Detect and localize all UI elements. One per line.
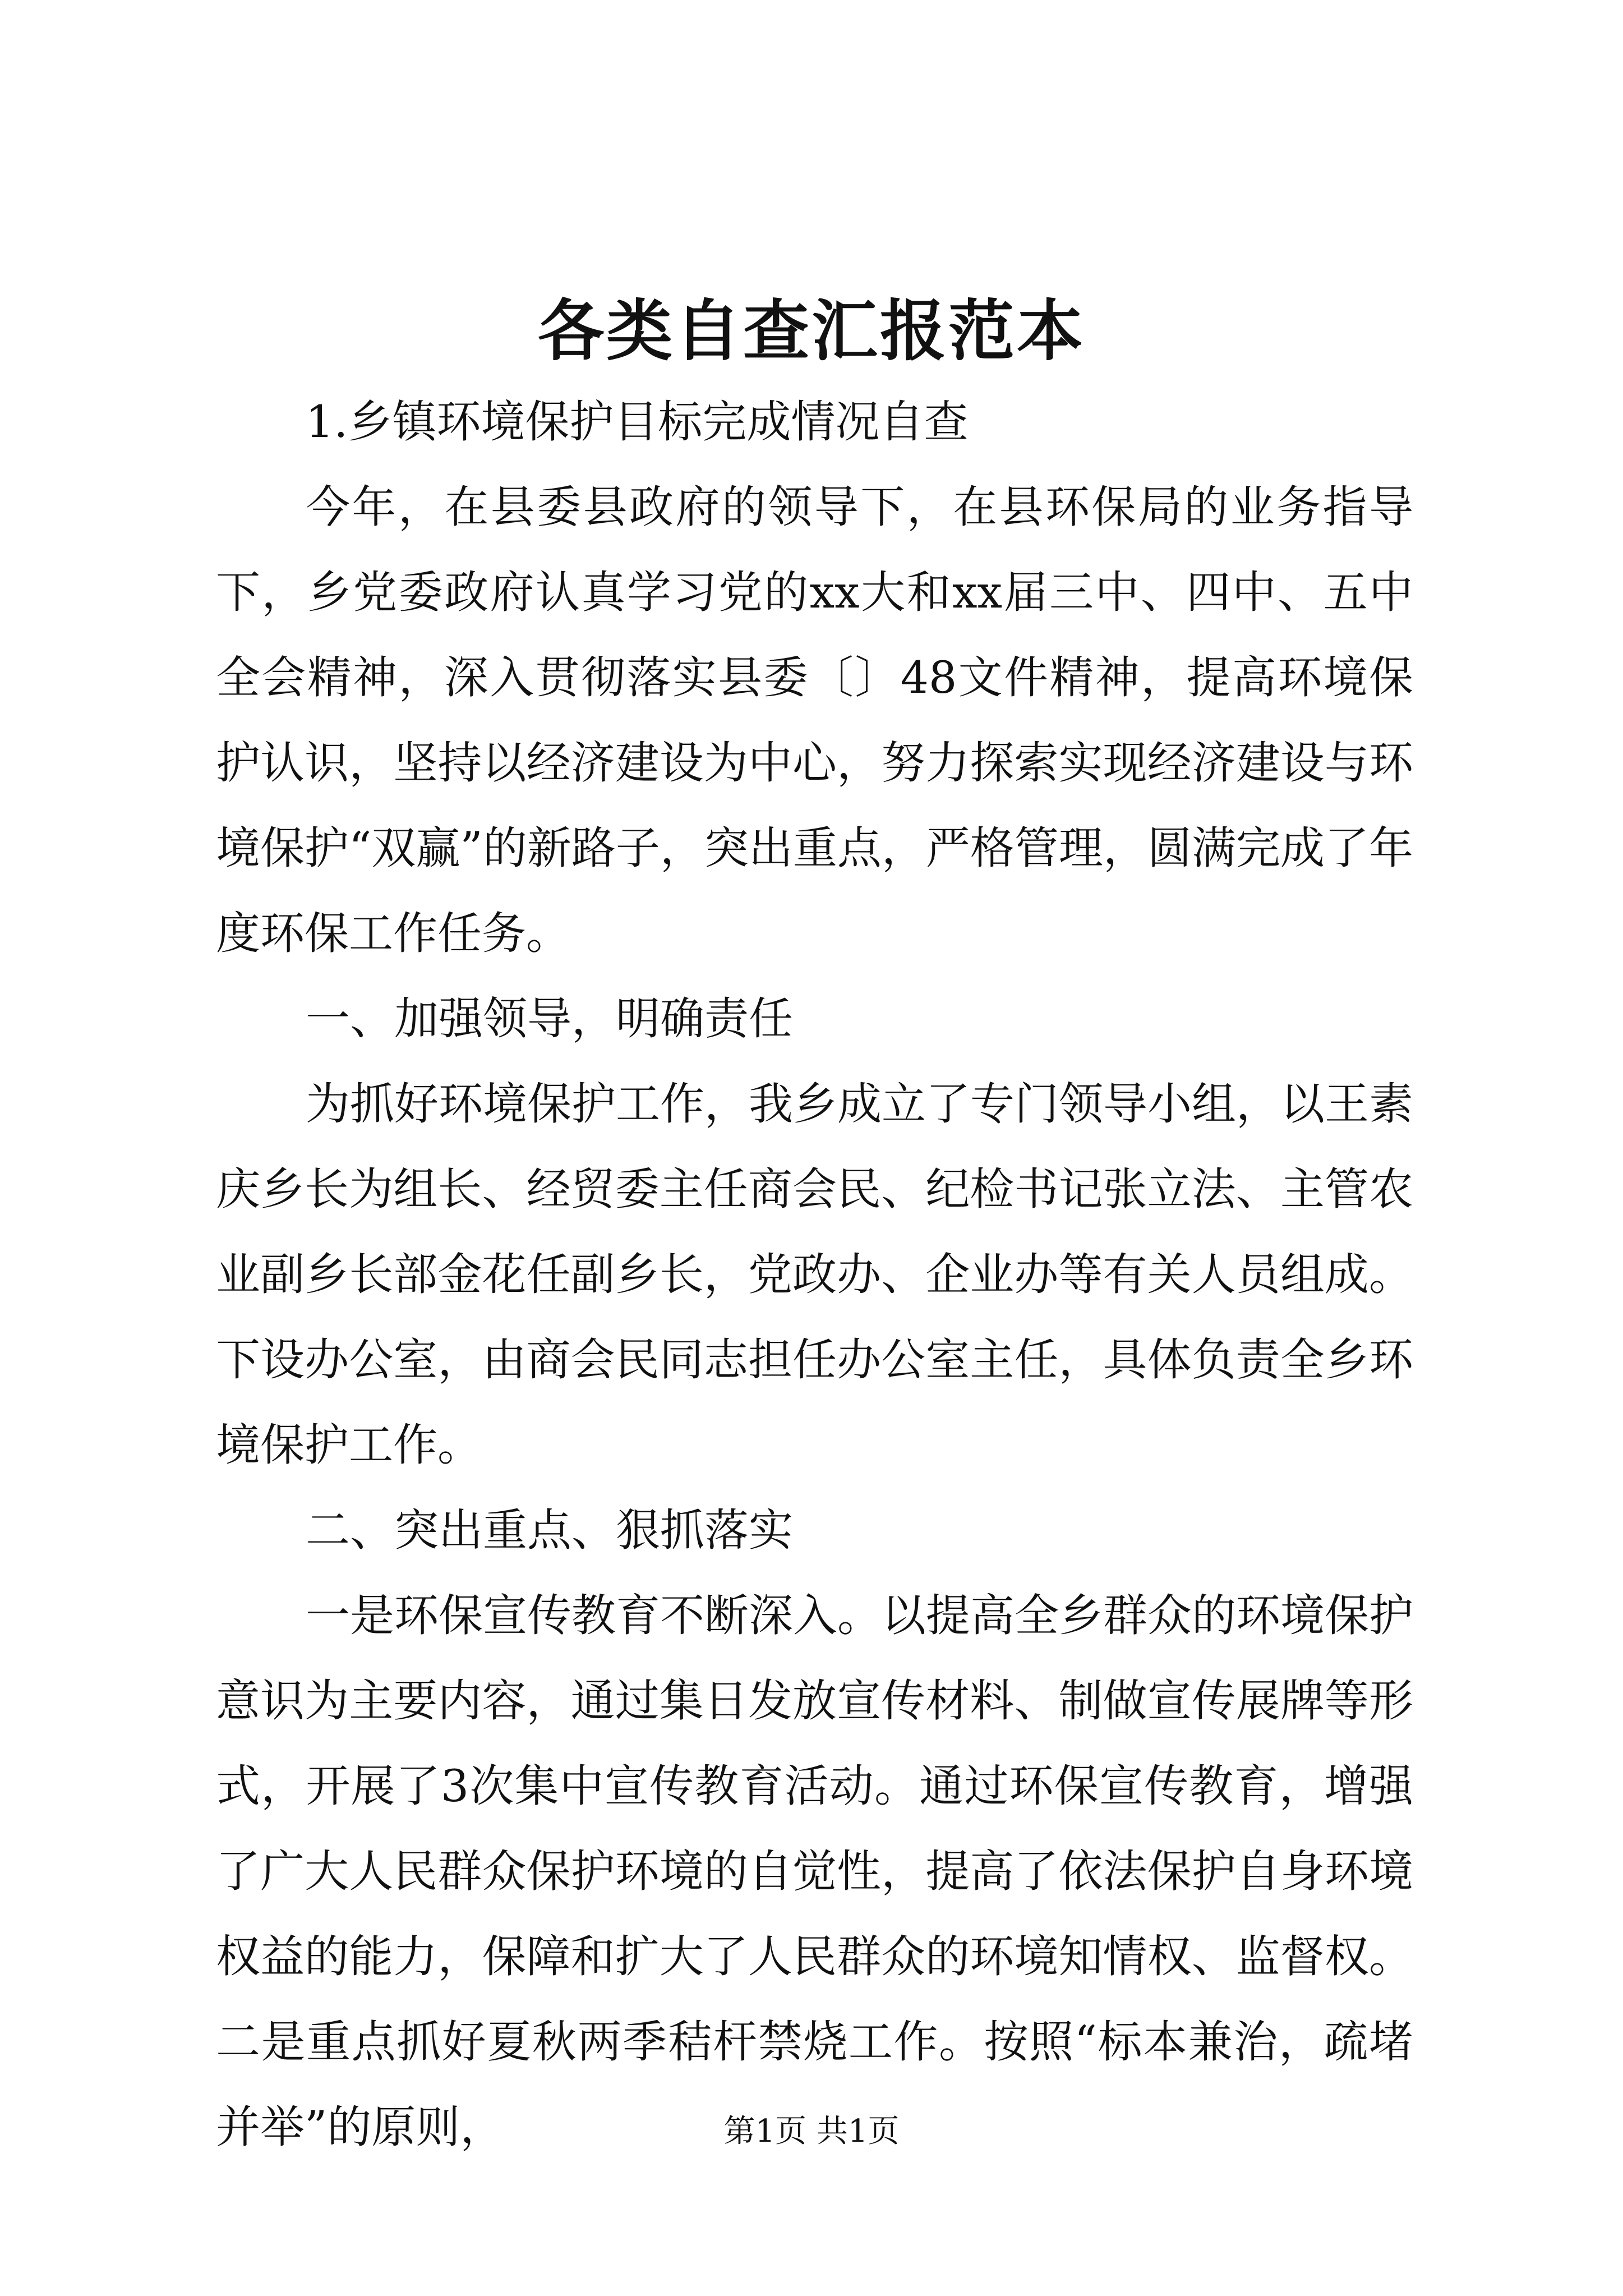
section-heading: 一、加强领导，明确责任 — [306, 993, 793, 1045]
section-heading: 1.乡镇环境保护目标完成情况自查 — [306, 396, 969, 448]
body-paragraph: 为抓好环境保护工作，我乡成立了专门领导小组，以王素庆乡长为组长、经贸委主任商会民、纪检书记张立法、主管农业副乡长部金花任副乡长，党政办、企业办等有关人员组成。下设办公室，由商会民同志担任办公室主任，具体负责全乡环境保护工作。 — [216, 1078, 1413, 1471]
section-heading: 二、突出重点、狠抓落实 — [306, 1504, 793, 1556]
page-footer: 第1页 共1页 — [723, 2113, 900, 2150]
document-body — [216, 379, 1413, 2170]
body-paragraph: 一是环保宣传教育不断深入。以提高全乡群众的环境保护意识为主要内容，通过集日发放宣传材料、制做宣传展牌等形式，开展了3次集中宣传教育活动。通过环保宣传教育，增强了广大人民群众保护环境的自觉性，提高了依法保护自身环境权益的能力，保障和扩大了人民群众的环境知情权、监督权。二是重点抓好夏秋两季秸杆禁烧工作。按照“标本兼治，疏堵并举”的原则， — [216, 1590, 1413, 2153]
body-paragraph: 今年，在县委县政府的领导下，在县环保局的业务指导下，乡党委政府认真学习党的xx大和xx届三中、四中、五中全会精神，深入贯彻落实县委〔〕48文件精神，提高环境保护认识，坚持以经济建设为中心，努力探索实现经济建设与环境保护“双赢”的新路子，突出重点，严格管理，圆满完成了年度环保工作任务。 — [216, 481, 1413, 959]
document-title: 各类自查汇报范本 — [537, 292, 1085, 370]
